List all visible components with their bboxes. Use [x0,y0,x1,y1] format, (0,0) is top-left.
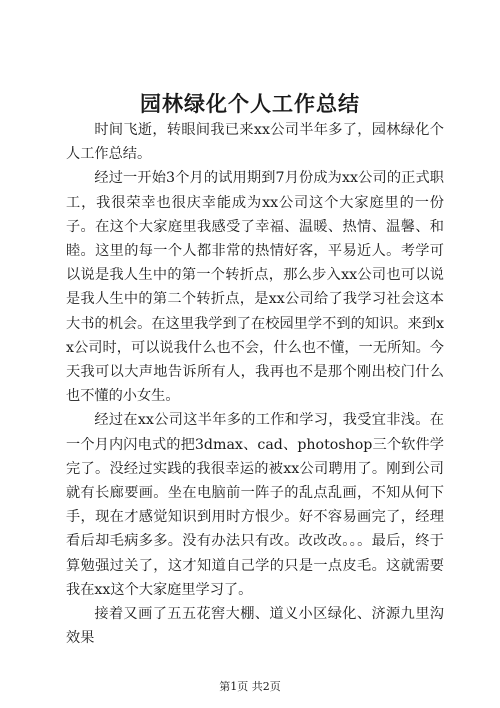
document-body [66,118,444,650]
paragraph-2: 经过一开始3个月的试用期到7月份成为xx公司的正式职工，我很荣幸也很庆幸能成为xx公司这个大家庭里的一份子。在这个大家庭里我感受了幸福、温暖、热情、温馨、和睦。这里的每一个人都非常的热情好客，平易近人。考学可以说是我人生中的第一个转折点，那么步入xx公司也可以说是我人生中的第二个转折点，是xx公司给了我学习社会这本大书的机会。在这里我学到了在校园里学不到的知识。来到xx公司时，可以说我什么也不会，什么也不懂，一无所知。今天我可以大声地告诉所有人，我再也不是那个刚出校门什么也不懂的小女生。 [66,170,444,405]
page-number-footer: 第1页 共2页 [219,680,281,693]
paragraph-1: 时间飞逝，转眼间我已来xx公司半年多了，园林绿化个人工作总结。 [66,122,444,163]
paragraph-3: 经过在xx公司这半年多的工作和学习，我受宜非浅。在一个月内闪电式的把3dmax、cad、photoshop三个软件学完了。没经过实践的我很幸运的被xx公司聘用了。刚到公司就有长廊要画。坐在电脑前一阵子的乱点乱画，不知从何下手，现在才感觉知识到用时方恨少。好不容易画完了，经理看后却毛病多多。没有办法只有改。改改改。。。最后，终于算勉强过关了，这才知道自己学的只是一点皮毛。这就需要我在xx这个大家庭里学习了。 [66,412,444,598]
paragraph-4: 接着又画了五五花窖大棚、道义小区绿化、济源九里沟效果 [66,606,444,647]
document-title: 园林绿化个人工作总结 [140,91,360,116]
